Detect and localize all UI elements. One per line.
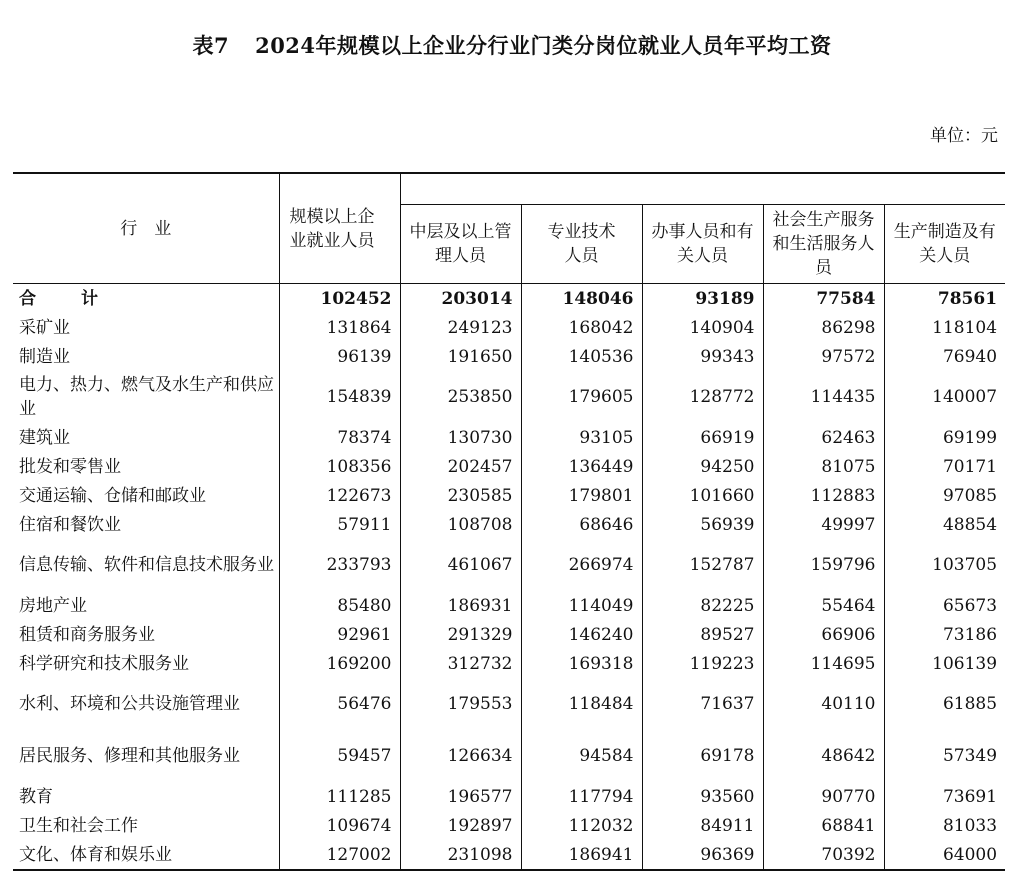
position-wage-cell: 68841 — [763, 811, 884, 840]
position-wage-cell: 93105 — [521, 423, 642, 452]
position-wage-cell: 57349 — [942, 746, 998, 766]
position-wage-cell: 140536 — [521, 342, 642, 371]
industry-name: 电力、热力、燃气及水生产和供应业 — [13, 371, 279, 423]
position-wage-cell: 73186 — [942, 624, 998, 645]
position-wage-cell: 49997 — [763, 510, 884, 539]
position-wage-cell: 106139 — [932, 653, 998, 674]
position-header-production — [884, 205, 1005, 284]
industry-name: 科学研究和技术服务业 — [13, 649, 279, 678]
table-row — [13, 840, 1005, 870]
position-wage-cell: 312732 — [400, 649, 521, 678]
position-wage-cell: 70171 — [942, 456, 998, 477]
position-wage-cell: 66906 — [763, 620, 884, 649]
position-wage-cell: 103705 — [932, 555, 998, 575]
position-wage-cell: 179553 — [400, 678, 521, 730]
position-wage-cell: 159796 — [763, 539, 884, 591]
position-wage-cell: 114695 — [763, 649, 884, 678]
table-row — [13, 649, 1005, 678]
header-spacer — [400, 173, 1005, 205]
position-wage-cell: 196577 — [400, 782, 521, 811]
position-wage-cell: 140904 — [642, 313, 763, 342]
position-wage-cell: 70392 — [763, 840, 884, 870]
position-wage-cell: 186931 — [400, 591, 521, 620]
industry-name: 租赁和商务服务业 — [13, 620, 279, 649]
position-wage-cell: 253850 — [400, 371, 521, 423]
position-wage-cell: 101660 — [642, 481, 763, 510]
industry-name: 教育 — [13, 782, 279, 811]
table-row — [13, 423, 1005, 452]
table-body — [13, 284, 1005, 871]
position-wage-cell: 55464 — [763, 591, 884, 620]
position-wage-cell: 203014 — [400, 284, 521, 314]
total-employees-header-text: 规模以上企业就业人员 — [289, 206, 375, 251]
position-wage-cell: 97572 — [763, 342, 884, 371]
position-wage-cell: 81075 — [763, 452, 884, 481]
industry-name: 卫生和社会工作 — [13, 811, 279, 840]
industry-name: 批发和零售业 — [13, 452, 279, 481]
total-wage-cell: 56476 — [279, 678, 400, 730]
table-row — [13, 730, 1005, 782]
table-row — [13, 510, 1005, 539]
table-title — [0, 30, 1024, 60]
position-wage-cell: 89527 — [642, 620, 763, 649]
industry-name: 制造业 — [13, 342, 279, 371]
position-wage-cell: 179801 — [521, 481, 642, 510]
table-row — [13, 539, 1005, 591]
position-header-text: 生产制造及有关人员 — [893, 222, 996, 266]
table-row — [13, 620, 1005, 649]
position-wage-cell: 86298 — [763, 313, 884, 342]
position-wage-cell: 168042 — [521, 313, 642, 342]
table-row — [13, 481, 1005, 510]
position-wage-cell: 73691 — [942, 786, 998, 807]
position-wage-cell: 99343 — [642, 342, 763, 371]
position-wage-cell: 56939 — [642, 510, 763, 539]
position-wage-cell: 69178 — [642, 730, 763, 782]
position-wage-cell: 48642 — [763, 730, 884, 782]
position-wage-cell: 202457 — [400, 452, 521, 481]
position-wage-cell: 66919 — [642, 423, 763, 452]
position-wage-cell: 84911 — [642, 811, 763, 840]
total-wage-cell: 96139 — [279, 342, 400, 371]
position-wage-cell: 90770 — [763, 782, 884, 811]
industry-header: 行 业 — [13, 173, 279, 284]
position-wage-cell: 146240 — [521, 620, 642, 649]
industry-name: 交通运输、仓储和邮政业 — [13, 481, 279, 510]
table-row — [13, 452, 1005, 481]
table-number: 表7 — [192, 33, 230, 58]
position-wage-cell: 77584 — [763, 284, 884, 314]
position-wage-cell: 140007 — [932, 387, 998, 407]
position-wage-cell: 148046 — [521, 284, 642, 314]
industry-name: 文化、体育和娱乐业 — [13, 840, 279, 870]
table-row — [13, 342, 1005, 371]
table-row — [13, 313, 1005, 342]
total-wage-cell: 111285 — [279, 782, 400, 811]
total-wage-cell: 169200 — [279, 649, 400, 678]
unit-label: 单位：元 — [930, 126, 998, 146]
position-wage-cell: 112883 — [763, 481, 884, 510]
position-wage-cell: 461067 — [400, 539, 521, 591]
position-wage-cell: 108708 — [400, 510, 521, 539]
position-wage-cell: 81033 — [942, 815, 998, 836]
total-employees-header — [279, 173, 400, 284]
wage-table — [13, 172, 1005, 871]
total-wage-cell: 108356 — [279, 452, 400, 481]
position-wage-cell: 97085 — [942, 485, 998, 506]
position-wage-cell: 114049 — [521, 591, 642, 620]
position-header-professional — [521, 205, 642, 284]
position-wage-cell: 117794 — [521, 782, 642, 811]
position-wage-cell: 94250 — [642, 452, 763, 481]
position-header-text: 办事人员和有关人员 — [651, 222, 754, 266]
position-wage-cell: 114435 — [763, 371, 884, 423]
position-wage-cell: 96369 — [642, 840, 763, 870]
position-wage-cell: 230585 — [400, 481, 521, 510]
position-wage-cell: 119223 — [642, 649, 763, 678]
position-header-clerical — [642, 205, 763, 284]
total-wage-cell: 102452 — [279, 284, 400, 314]
industry-name: 水利、环境和公共设施管理业 — [13, 678, 279, 730]
total-wage-cell: 131864 — [279, 313, 400, 342]
industry-name: 采矿业 — [13, 313, 279, 342]
total-wage-cell: 92961 — [279, 620, 400, 649]
position-wage-cell: 112032 — [521, 811, 642, 840]
position-wage-cell: 94584 — [521, 730, 642, 782]
position-wage-cell: 48854 — [942, 514, 998, 535]
industry-name: 房地产业 — [13, 591, 279, 620]
position-header-text: 社会生产服务和生活服务人员 — [772, 210, 875, 278]
position-wage-cell: 68646 — [521, 510, 642, 539]
position-header-text: 专业技术人员 — [547, 222, 616, 266]
table-row — [13, 591, 1005, 620]
industry-name: 住宿和餐饮业 — [13, 510, 279, 539]
total-wage-cell: 127002 — [279, 840, 400, 870]
table-row — [13, 811, 1005, 840]
position-wage-cell: 64000 — [942, 844, 998, 865]
position-wage-cell: 266974 — [521, 539, 642, 591]
table-row — [13, 678, 1005, 730]
total-wage-cell: 233793 — [279, 539, 400, 591]
position-wage-cell: 179605 — [521, 371, 642, 423]
industry-name: 信息传输、软件和信息技术服务业 — [13, 539, 279, 591]
position-wage-cell: 231098 — [400, 840, 521, 870]
table-row — [13, 782, 1005, 811]
position-wage-cell: 71637 — [642, 678, 763, 730]
total-wage-cell: 154839 — [279, 371, 400, 423]
position-wage-cell: 191650 — [400, 342, 521, 371]
table-title-text: 2024年规模以上企业分行业门类分岗位就业人员年平均工资 — [255, 33, 832, 58]
total-wage-cell: 109674 — [279, 811, 400, 840]
position-wage-cell: 76940 — [942, 346, 998, 367]
total-wage-cell: 122673 — [279, 481, 400, 510]
position-wage-cell: 186941 — [521, 840, 642, 870]
position-wage-cell: 130730 — [400, 423, 521, 452]
position-wage-cell: 128772 — [642, 371, 763, 423]
position-wage-cell: 249123 — [400, 313, 521, 342]
position-wage-cell: 78561 — [937, 288, 998, 309]
position-header-service — [763, 205, 884, 284]
position-wage-cell: 82225 — [642, 591, 763, 620]
position-wage-cell: 126634 — [400, 730, 521, 782]
industry-name: 建筑业 — [13, 423, 279, 452]
industry-name: 居民服务、修理和其他服务业 — [13, 730, 279, 782]
position-wage-cell: 61885 — [942, 694, 998, 714]
position-wage-cell: 169318 — [521, 649, 642, 678]
position-wage-cell: 118104 — [932, 317, 998, 338]
total-wage-cell: 85480 — [279, 591, 400, 620]
total-wage-cell: 57911 — [279, 510, 400, 539]
position-wage-cell: 62463 — [763, 423, 884, 452]
table-row — [13, 371, 1005, 423]
position-wage-cell: 93189 — [642, 284, 763, 314]
position-wage-cell: 40110 — [763, 678, 884, 730]
position-header-text: 中层及以上管理人员 — [409, 222, 512, 266]
total-wage-cell: 59457 — [279, 730, 400, 782]
position-wage-cell: 118484 — [521, 678, 642, 730]
position-wage-cell: 65673 — [942, 595, 998, 616]
position-header-management — [400, 205, 521, 284]
table-row-total — [13, 284, 1005, 314]
position-wage-cell: 69199 — [942, 427, 998, 448]
position-wage-cell: 192897 — [400, 811, 521, 840]
position-wage-cell: 152787 — [642, 539, 763, 591]
total-wage-cell: 78374 — [279, 423, 400, 452]
position-wage-cell: 136449 — [521, 452, 642, 481]
position-wage-cell: 93560 — [642, 782, 763, 811]
position-wage-cell: 291329 — [400, 620, 521, 649]
industry-name: 合 计 — [13, 284, 279, 314]
